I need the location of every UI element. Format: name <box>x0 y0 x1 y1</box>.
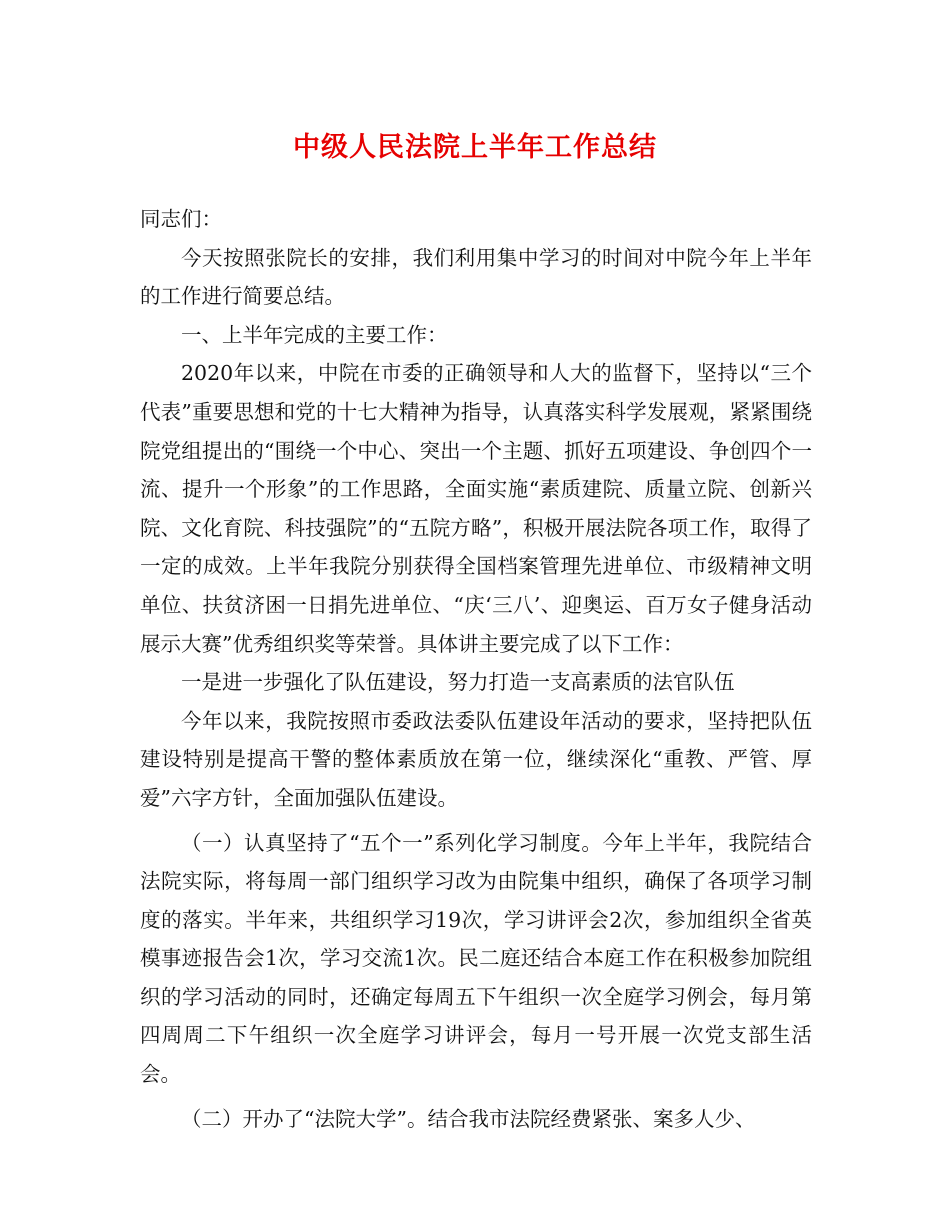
document-title: 中级人民法院上半年工作总结 <box>293 132 657 163</box>
paragraph-study-system: （一）认真坚持了“五个一”系列化学习制度。今年上半年，我院结合法院实际，将每周一部门组织学习改为由院集中组织，确保了各项学习制度的落实。半年来，共组织学习19次，学习讲评会2次，参加组织全省英模事迹报告会1次，学习交流1次。民二庭还结合本庭工作在积极参加院组织的学习活动的同时，还确定每周五下午组织一次全庭学习例会，每月第四周周二下午组织一次全庭学习讲评会，每月一号开展一次党支部生活会。 <box>140 830 812 1087</box>
salutation: 同志们： <box>140 207 222 231</box>
paragraph-team-building: 今年以来，我院按照市委政法委队伍建设年活动的要求，坚持把队伍建设特别是提高干警的整体素质放在第一位，继续深化“重教、严管、厚爱”六字方针，全面加强队伍建设。 <box>140 708 812 810</box>
paragraph-overview: 2020年以来，中院在市委的正确领导和人大的监督下，坚持以“三个代表”重要思想和党的十七大精神为指导，认真落实科学发展观，紧紧围绕院党组提出的“围绕一个中心、突出一个主题、抓好五项建设、争创四个一流、提升一个形象”的工作思路，全面实施“素质建院、质量立院、创新兴院、文化育院、科技强院”的“五院方略”，积极开展法院各项工作，取得了一定的成效。上半年我院分别获得全国档案管理先进单位、市级精神文明单位、扶贫济困一日捐先进单位、“庆‘三八’、迎奥运、百万女子健身活动展示大赛”优秀组织奖等荣誉。具体讲主要完成了以下工作： <box>140 361 812 656</box>
document-body <box>140 200 812 1138</box>
section-heading: 一、上半年完成的主要工作： <box>181 322 448 347</box>
paragraph-court-university: （二）开办了“法院大学”。结合我市法院经费紧张、案多人少、 <box>181 1106 756 1131</box>
paragraph-intro: 今天按照张院长的安排，我们利用集中学习的时间对中院今年上半年的工作进行简要总结。 <box>140 245 812 309</box>
subheading-team-building: 一是进一步强化了队伍建设，努力打造一支高素质的法官队伍 <box>181 670 735 695</box>
